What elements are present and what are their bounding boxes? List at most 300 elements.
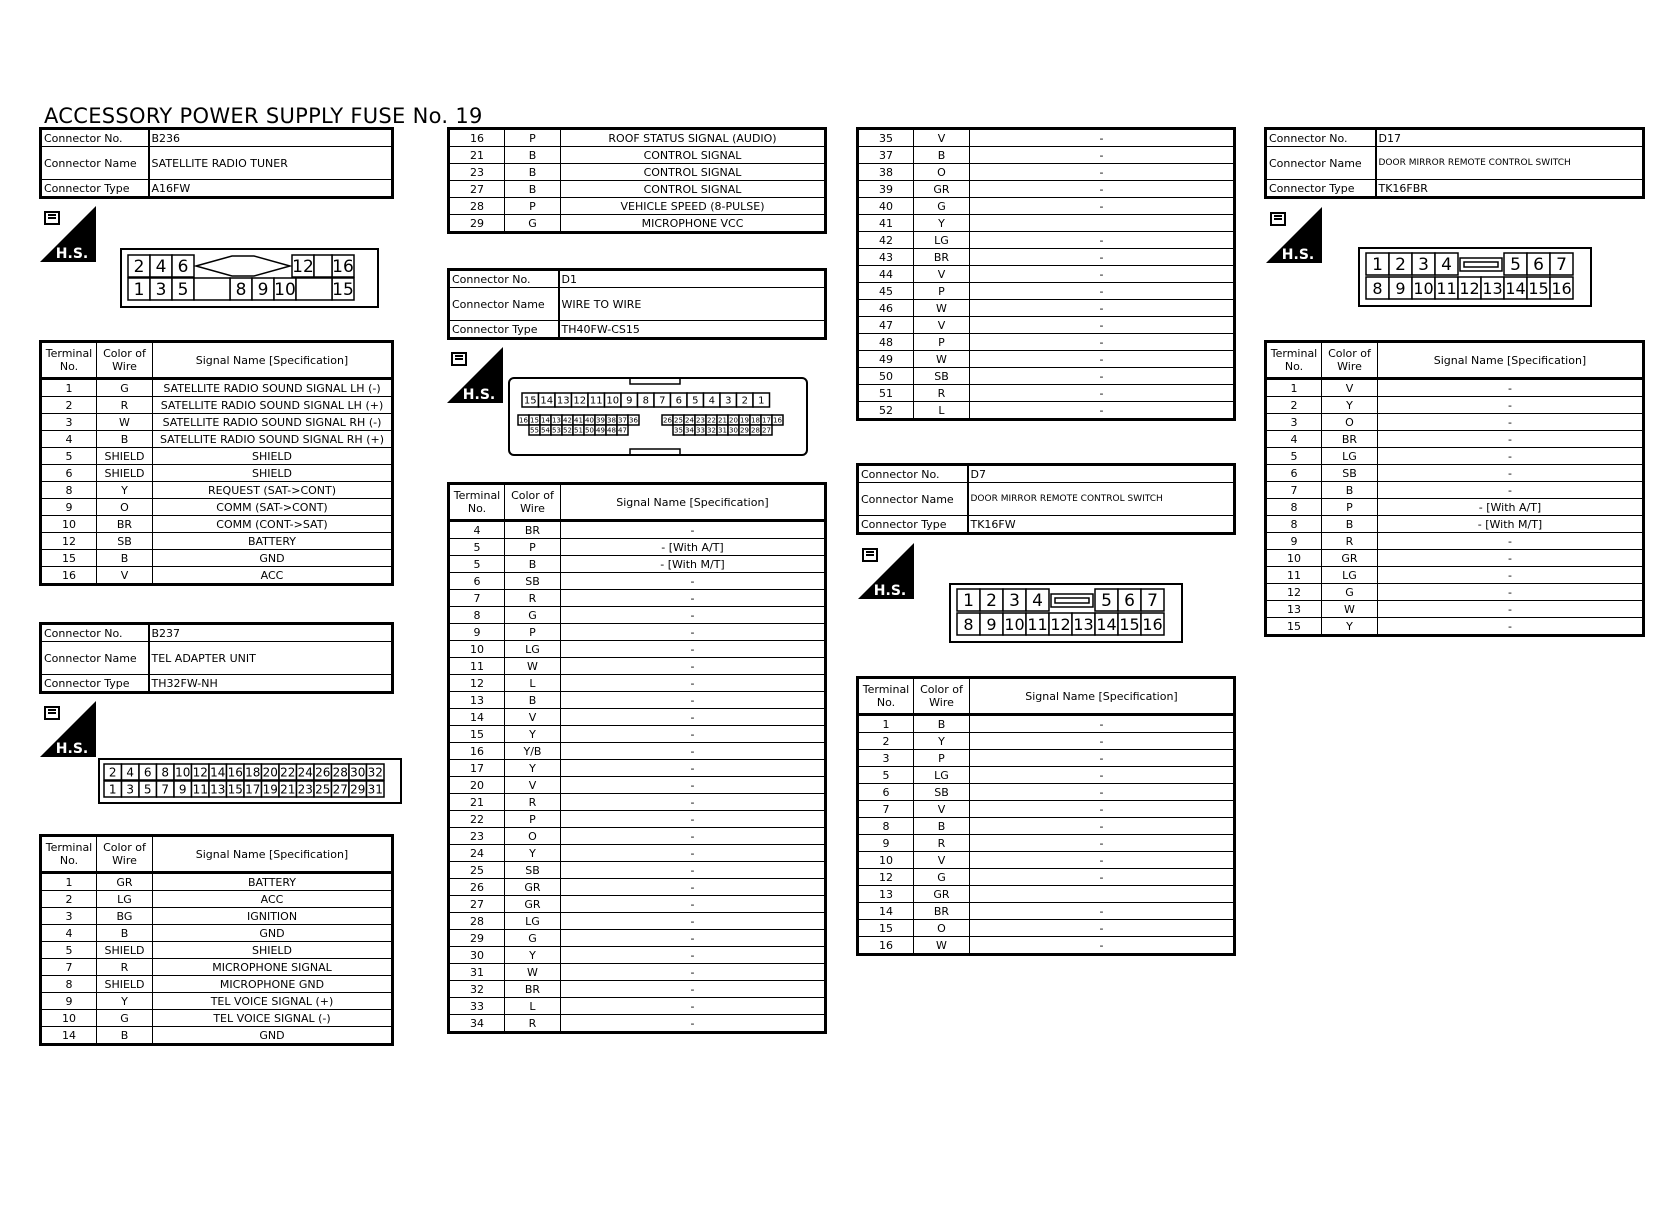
signal-name-cell: TEL VOICE SIGNAL (-) — [153, 1010, 393, 1027]
pin-label: 20 — [262, 765, 278, 780]
connector-diagram-b236 — [120, 248, 379, 308]
signal-name-cell: MICROPHONE GND — [153, 976, 393, 993]
pin-cell — [1366, 277, 1389, 299]
pin-label: 3 — [1009, 591, 1020, 612]
terminal-no-cell: 1 — [1266, 379, 1322, 397]
pin-label: 6 — [1124, 591, 1135, 612]
signal-name-cell: BATTERY — [153, 873, 393, 891]
terminal-no-cell: 14 — [858, 903, 914, 920]
pin-cell — [562, 415, 573, 425]
signal-name-cell: GND — [153, 550, 393, 567]
label-connector-type: Connector Type — [41, 180, 149, 198]
pin-label: 3 — [126, 782, 135, 797]
pin-label: 14 — [541, 416, 550, 425]
table-row — [449, 556, 826, 573]
table-row — [858, 852, 1235, 869]
table-row — [449, 913, 826, 930]
signal-name-cell: - — [970, 402, 1235, 420]
connector-face — [1360, 249, 1590, 305]
signal-name-cell: SATELLITE RADIO SOUND SIGNAL LH (+) — [153, 397, 393, 414]
signal-name-cell: - — [970, 385, 1235, 402]
signal-name-cell: - — [561, 828, 826, 845]
wire-color-cell: Y — [505, 726, 561, 743]
wire-color-cell: G — [914, 869, 970, 886]
table-header-row — [41, 836, 393, 873]
signal-name-cell: SATELLITE RADIO SOUND SIGNAL RH (-) — [153, 414, 393, 431]
pin-label: 16 — [227, 765, 243, 780]
terminal-no-cell: 13 — [1266, 601, 1322, 618]
pin-cell — [717, 425, 728, 435]
pin-cell — [244, 781, 262, 797]
signal-name-cell: - [With A/T] — [1378, 499, 1644, 516]
terminal-no-cell: 13 — [449, 692, 505, 709]
pin-label: 6 — [143, 765, 152, 780]
terminal-no-cell: 4 — [1266, 431, 1322, 448]
table-row — [449, 964, 826, 981]
pin-label: 10 — [274, 280, 296, 301]
wire-color-cell: B — [505, 147, 561, 164]
signal-name-cell: - — [561, 777, 826, 794]
signal-name-cell: - — [1378, 465, 1644, 482]
table-header-row — [41, 342, 393, 379]
pin-label: 28 — [751, 426, 760, 435]
pin-label: 33 — [696, 426, 705, 435]
terminal-no-header: Terminal No. — [41, 836, 97, 873]
hs-icon — [40, 701, 96, 757]
pin-label: 4 — [708, 395, 715, 407]
pin-cell — [297, 781, 315, 797]
label-connector-name: Connector Name — [449, 288, 559, 321]
signal-name-cell: - — [561, 590, 826, 607]
pin-cell — [720, 393, 737, 407]
terminal-no-cell: 42 — [858, 232, 914, 249]
pin-label: 10 — [1413, 278, 1434, 298]
wire-color-cell: B — [1322, 516, 1378, 533]
signal-name-cell: - — [561, 998, 826, 1015]
signal-name-cell: - — [561, 573, 826, 590]
wire-color-cell: W — [914, 300, 970, 317]
pin-cell — [706, 425, 717, 435]
wire-color-cell: V — [505, 777, 561, 794]
wire-color-cell: L — [505, 998, 561, 1015]
pin-cell — [739, 425, 750, 435]
pin-cell — [687, 393, 704, 407]
terminal-no-cell: 5 — [449, 556, 505, 573]
pin-label: 24 — [685, 416, 694, 425]
pin-table-b237-continued — [447, 127, 827, 234]
terminal-no-cell: 37 — [858, 147, 914, 164]
pin-cell — [1049, 613, 1072, 635]
pin-label: 6 — [177, 257, 189, 278]
wire-color-cell: GR — [914, 886, 970, 903]
signal-name-cell: COMM (CONT->SAT) — [153, 516, 393, 533]
pin-label: 14 — [210, 765, 226, 780]
pin-cell — [1118, 613, 1141, 635]
pin-label: 15 — [530, 416, 539, 425]
pin-cell — [279, 781, 297, 797]
pin-cell — [606, 425, 617, 435]
table-row — [41, 550, 393, 567]
pin-cell — [584, 415, 595, 425]
terminal-no-cell: 33 — [449, 998, 505, 1015]
pin-label: 18 — [245, 765, 261, 780]
pin-cell — [1504, 277, 1527, 299]
table-row — [1266, 379, 1644, 397]
wire-color-cell: BR — [97, 516, 153, 533]
connector-diagram-d1 — [508, 377, 808, 456]
pin-cell — [128, 278, 150, 300]
table-row — [41, 942, 393, 959]
terminal-no-cell: 23 — [449, 828, 505, 845]
terminal-no-cell: 12 — [858, 869, 914, 886]
pin-cell — [314, 764, 332, 780]
pin-label: 11 — [192, 782, 208, 797]
table-row — [449, 709, 826, 726]
wire-color-cell: L — [914, 402, 970, 420]
pin-cell — [1412, 277, 1435, 299]
signal-name-cell: - — [1378, 584, 1644, 601]
pin-cell — [172, 255, 194, 277]
pin-label: 27 — [332, 782, 348, 797]
label-connector-no: Connector No. — [858, 465, 968, 483]
pin-label: 30 — [729, 426, 738, 435]
signal-name-cell: - — [561, 879, 826, 896]
pin-cell — [750, 425, 761, 435]
pin-cell — [1527, 277, 1550, 299]
pin-label: 7 — [1556, 255, 1567, 276]
label-connector-no: Connector No. — [449, 270, 559, 288]
pin-cell — [606, 415, 617, 425]
signal-name-cell: MICROPHONE VCC — [561, 215, 826, 233]
pin-cell — [1095, 613, 1118, 635]
table-row — [41, 516, 393, 533]
signal-name-cell: COMM (SAT->CONT) — [153, 499, 393, 516]
terminal-no-cell: 3 — [858, 750, 914, 767]
pin-label: 12 — [1459, 278, 1480, 298]
pin-label: 25 — [315, 782, 331, 797]
table-row — [449, 794, 826, 811]
wire-color-cell: SHIELD — [97, 465, 153, 482]
wire-color-cell: W — [914, 351, 970, 368]
pin-cell — [628, 415, 639, 425]
signal-name-cell: - — [970, 784, 1235, 801]
table-row — [858, 147, 1235, 164]
table-row — [858, 767, 1235, 784]
wire-color-cell: G — [1322, 584, 1378, 601]
terminal-no-cell: 8 — [1266, 499, 1322, 516]
terminal-no-cell: 24 — [449, 845, 505, 862]
pin-label: 12 — [192, 765, 208, 780]
wire-color-cell: P — [505, 129, 561, 147]
terminal-no-cell: 5 — [1266, 448, 1322, 465]
signal-name-cell: - — [1378, 482, 1644, 499]
pin-label: 38 — [607, 416, 616, 425]
pin-label: 26 — [663, 416, 672, 425]
signal-name-cell: - — [561, 675, 826, 692]
wire-color-cell: Y — [505, 947, 561, 964]
terminal-no-cell: 22 — [449, 811, 505, 828]
table-row — [449, 777, 826, 794]
table-row — [858, 750, 1235, 767]
pin-label: 31 — [367, 782, 383, 797]
table-header-row — [449, 484, 826, 521]
pin-cell — [1550, 253, 1573, 275]
terminal-no-cell: 11 — [449, 658, 505, 675]
label-connector-type: Connector Type — [858, 516, 968, 534]
pin-cell — [227, 781, 245, 797]
terminal-no-cell: 27 — [449, 181, 505, 198]
table-row — [449, 641, 826, 658]
terminal-no-cell: 7 — [1266, 482, 1322, 499]
pin-label: 16 — [332, 257, 354, 278]
pin-label: 19 — [740, 416, 749, 425]
pin-cell — [980, 589, 1003, 611]
table-row — [449, 743, 826, 760]
pin-cell — [584, 425, 595, 435]
terminal-no-cell: 13 — [858, 886, 914, 903]
table-row — [858, 249, 1235, 266]
pin-label: 4 — [155, 257, 167, 278]
connector-name-value: WIRE TO WIRE — [559, 288, 826, 321]
wire-color-cell: BR — [505, 981, 561, 998]
terminal-no-cell: 7 — [41, 959, 97, 976]
pin-cell — [139, 764, 157, 780]
table-row — [41, 482, 393, 499]
signal-name-cell: - — [970, 733, 1235, 750]
pin-label: 32 — [367, 765, 383, 780]
connector-name-value: DOOR MIRROR REMOTE CONTROL SWITCH — [968, 483, 1235, 516]
pin-cell — [671, 393, 688, 407]
signal-name-cell: - — [561, 1015, 826, 1033]
table-row — [858, 886, 1235, 903]
pin-cell — [1435, 253, 1458, 275]
table-row — [449, 675, 826, 692]
connector-header-d7 — [856, 463, 1236, 535]
terminal-no-cell: 7 — [858, 801, 914, 818]
terminal-no-cell: 6 — [449, 573, 505, 590]
pin-label: 3 — [155, 280, 167, 301]
label-connector-name: Connector Name — [41, 642, 149, 675]
wire-color-cell: G — [914, 198, 970, 215]
signal-name-cell: - — [970, 715, 1235, 733]
signal-name-cell: - — [561, 658, 826, 675]
pin-cell — [704, 393, 721, 407]
wire-color-cell: R — [505, 1015, 561, 1033]
signal-name-cell: - — [1378, 414, 1644, 431]
connector-no-value: D1 — [559, 270, 826, 288]
connector-diagram-d7 — [949, 583, 1183, 643]
terminal-no-cell: 9 — [449, 624, 505, 641]
pin-label: 48 — [607, 426, 616, 435]
signal-name-cell: - — [970, 266, 1235, 283]
pin-cell — [192, 764, 210, 780]
signal-name-cell: - — [970, 164, 1235, 181]
pin-label: 35 — [674, 426, 683, 435]
wire-color-cell: V — [914, 266, 970, 283]
pin-label: 2 — [108, 765, 117, 780]
pin-label: 1 — [1372, 255, 1383, 276]
terminal-no-cell: 9 — [1266, 533, 1322, 550]
pin-cell — [157, 781, 175, 797]
wire-color-cell: LG — [97, 891, 153, 908]
terminal-no-header: Terminal No. — [858, 678, 914, 715]
signal-name-cell: - — [561, 913, 826, 930]
wire-color-cell: G — [505, 930, 561, 947]
wire-color-cell: Y — [914, 215, 970, 232]
pin-cell — [957, 589, 980, 611]
terminal-no-cell: 3 — [41, 414, 97, 431]
pin-label: 52 — [563, 426, 572, 435]
pin-cell — [332, 764, 350, 780]
terminal-no-cell: 47 — [858, 317, 914, 334]
terminal-no-cell: 50 — [858, 368, 914, 385]
table-row — [858, 937, 1235, 955]
pin-label: 37 — [618, 416, 627, 425]
table-row — [858, 181, 1235, 198]
pin-table-b236 — [39, 340, 394, 586]
label-connector-type: Connector Type — [41, 675, 149, 693]
signal-name-cell: - — [970, 283, 1235, 300]
terminal-no-cell: 14 — [449, 709, 505, 726]
pin-label: 8 — [161, 765, 170, 780]
signal-name-cell: SHIELD — [153, 448, 393, 465]
signal-name-cell: - — [1378, 567, 1644, 584]
wire-color-cell: V — [914, 852, 970, 869]
pin-table-d1 — [447, 482, 827, 1034]
terminal-no-cell: 38 — [858, 164, 914, 181]
signal-name-cell: - — [1378, 397, 1644, 414]
pin-cell — [1003, 589, 1026, 611]
pin-cell — [529, 415, 540, 425]
table-row — [449, 590, 826, 607]
pin-label: 9 — [178, 782, 187, 797]
wire-color-cell: P — [505, 624, 561, 641]
table-header-row — [858, 678, 1235, 715]
pin-label: 20 — [729, 416, 738, 425]
table-row — [449, 539, 826, 556]
pin-cell — [367, 764, 385, 780]
table-row — [1266, 499, 1644, 516]
terminal-no-header: Terminal No. — [1266, 342, 1322, 379]
terminal-no-cell: 16 — [41, 567, 97, 585]
terminal-no-header: Terminal No. — [41, 342, 97, 379]
signal-name-cell: CONTROL SIGNAL — [561, 164, 826, 181]
pin-label: 1 — [963, 591, 974, 612]
pin-label: 4 — [1441, 255, 1452, 276]
hs-icon — [447, 347, 503, 403]
pin-cell — [518, 415, 529, 425]
terminal-no-cell: 26 — [449, 879, 505, 896]
color-of-wire-header: Color of Wire — [914, 678, 970, 715]
connector-header-b236 — [39, 127, 394, 199]
pin-cell — [540, 425, 551, 435]
signal-name-cell: - — [970, 801, 1235, 818]
pin-label: 6 — [1533, 255, 1544, 276]
wire-color-cell: P — [505, 811, 561, 828]
wire-color-cell: R — [1322, 533, 1378, 550]
terminal-no-cell: 32 — [449, 981, 505, 998]
wire-color-cell: SB — [1322, 465, 1378, 482]
signal-name-cell: - — [561, 981, 826, 998]
wire-color-cell: B — [505, 692, 561, 709]
terminal-no-cell: 3 — [41, 908, 97, 925]
wire-color-cell: B — [505, 164, 561, 181]
table-row — [449, 607, 826, 624]
pin-cell — [1481, 277, 1504, 299]
signal-name-cell: - — [970, 767, 1235, 784]
wire-color-cell: P — [914, 750, 970, 767]
pin-label: 16 — [1142, 614, 1163, 634]
connector-face — [951, 585, 1181, 641]
pin-cell — [750, 415, 761, 425]
signal-name-cell: REQUEST (SAT->CONT) — [153, 482, 393, 499]
wire-color-cell: Y — [97, 482, 153, 499]
signal-name-header: Signal Name [Specification] — [1378, 342, 1644, 379]
wire-color-cell: W — [1322, 601, 1378, 618]
signal-name-cell: - — [970, 334, 1235, 351]
table-row — [858, 903, 1235, 920]
signal-name-cell: - — [970, 300, 1235, 317]
signal-name-cell: - — [561, 845, 826, 862]
signal-name-cell: - — [561, 896, 826, 913]
pin-label: 11 — [589, 395, 603, 407]
pin-cell — [1095, 589, 1118, 611]
signal-name-cell: - — [1378, 448, 1644, 465]
pin-label: 15 — [227, 782, 243, 797]
pin-label: 8 — [642, 395, 649, 407]
wire-color-cell: Y — [1322, 618, 1378, 636]
table-row — [858, 198, 1235, 215]
table-row — [858, 715, 1235, 733]
pin-label: 36 — [629, 416, 638, 425]
pin-label: 19 — [262, 782, 278, 797]
pin-cell — [279, 764, 297, 780]
pin-cell — [573, 425, 584, 435]
terminal-no-cell: 6 — [858, 784, 914, 801]
pin-cell — [174, 781, 192, 797]
pin-cell — [617, 415, 628, 425]
table-row — [449, 147, 826, 164]
label-connector-name: Connector Name — [1266, 147, 1376, 180]
table-row — [449, 726, 826, 743]
terminal-no-cell: 41 — [858, 215, 914, 232]
wire-color-cell: V — [914, 801, 970, 818]
label-connector-name: Connector Name — [858, 483, 968, 516]
color-of-wire-header: Color of Wire — [97, 342, 153, 379]
connector-type-value: A16FW — [149, 180, 393, 198]
terminal-no-cell: 23 — [449, 164, 505, 181]
terminal-no-cell: 5 — [449, 539, 505, 556]
pin-cell — [529, 425, 540, 435]
wire-color-cell: B — [914, 715, 970, 733]
table-header-row — [1266, 342, 1644, 379]
terminal-no-cell: 1 — [41, 379, 97, 397]
pin-table-d7 — [856, 676, 1236, 956]
signal-name-cell: - — [970, 835, 1235, 852]
pin-cell — [332, 255, 354, 277]
pin-label: 3 — [1418, 255, 1429, 276]
signal-name-cell: - — [970, 129, 1235, 147]
table-row — [858, 869, 1235, 886]
signal-name-cell: SHIELD — [153, 465, 393, 482]
pin-cell — [1118, 589, 1141, 611]
signal-name-cell: - — [1378, 431, 1644, 448]
signal-name-cell: - — [1378, 618, 1644, 636]
wire-color-cell: P — [914, 334, 970, 351]
table-row — [1266, 567, 1644, 584]
wire-color-cell: GR — [914, 181, 970, 198]
connector-type-value: TH32FW-NH — [149, 675, 393, 693]
